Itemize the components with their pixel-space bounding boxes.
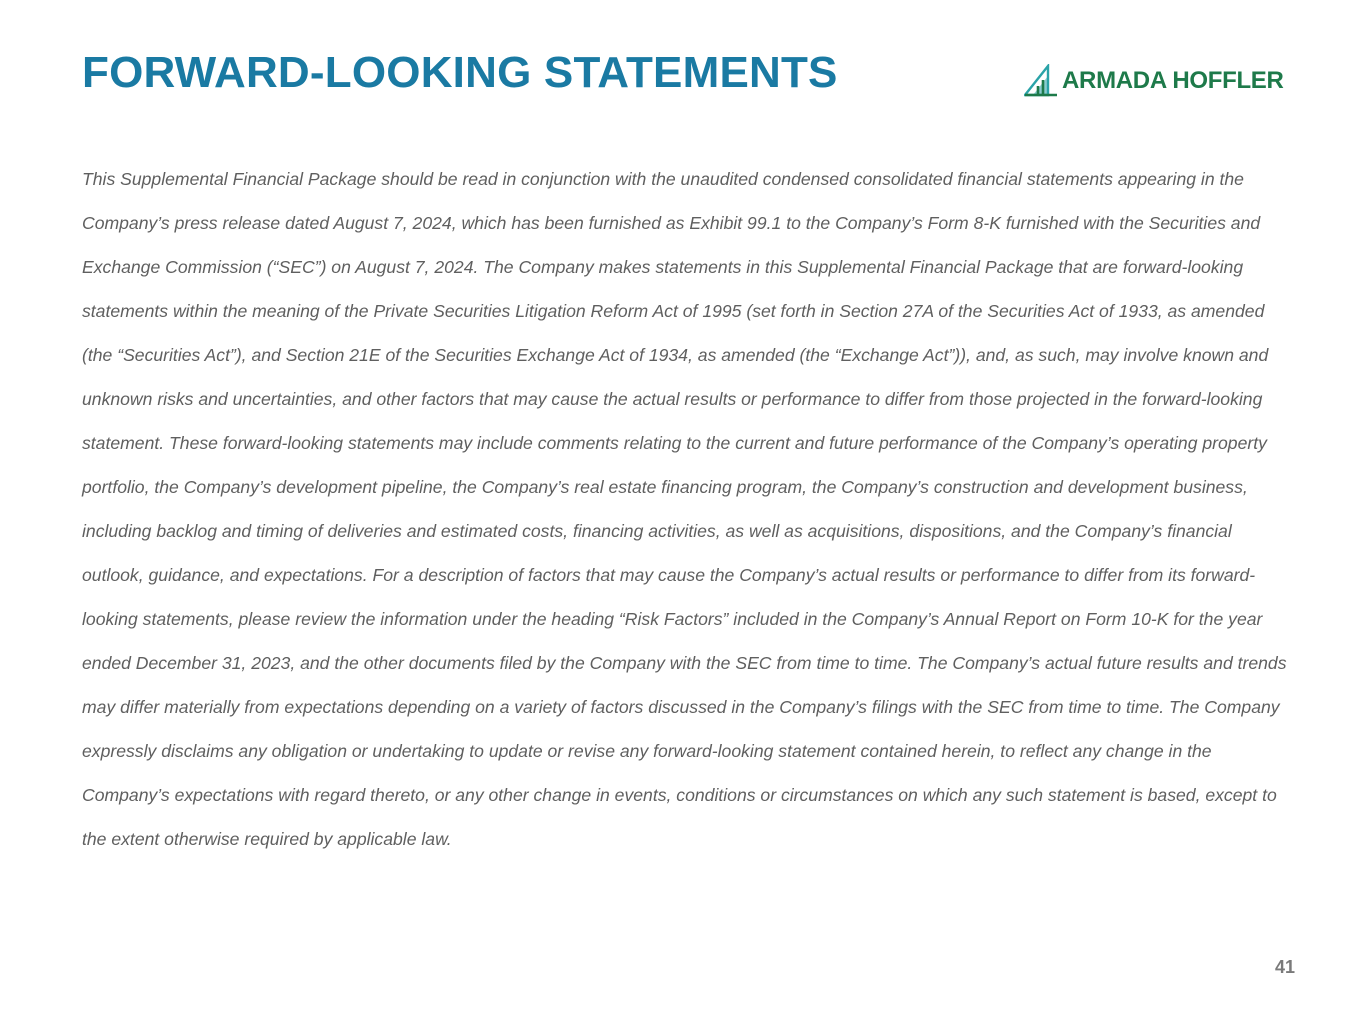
- forward-looking-statement-paragraph: This Supplemental Financial Package should be read in conjunction with the unaudited condensed consolidated financial statements appearing in the Company’s press release dated August 7, 2024, which has been furnished as Exhibit 99.1 to the Company’s Form 8-K furnished with the Securities and Exchange Commission (“SEC”) on August 7, 2024. The Company makes statements in this Supplemental Financial Package that are forward-looking statements within the meaning of the Private Securities Litigation Reform Act of 1995 (set forth in Section 27A of the Securities Act of 1933, as amended (the “Securities Act”), and Section 21E of the Securities Exchange Act of 1934, as amended (the “Exchange Act”)), and, as such, may involve known and unknown risks and uncertainties, and other factors that may cause the actual results or performance to differ from those projected in the forward-looking statement. These forward-looking statements may include comments relating to the current and future performance of the Company’s operating property portfolio, the Company’s development pipeline, the Company’s real estate financing program, the Company’s construction and development business, including backlog and timing of deliveries and estimated costs, financing activities, as well as acquisitions, dispositions, and the Company’s financial outlook, guidance, and expectations. For a description of factors that may cause the Company’s actual results or performance to differ from its forward-looking statements, please review the information under the heading “Risk Factors” included in the Company’s Annual Report on Form 10-K for the year ended December 31, 2023, and the other documents filed by the Company with the SEC from time to time. The Company’s actual future results and trends may differ materially from expectations depending on a variety of factors discussed in the Company’s filings with the SEC from time to time. The Company expressly disclaims any obligation or undertaking to update or revise any forward-looking statement contained herein, to reflect any change in the Company’s expectations with regard thereto, or any other change in events, conditions or circumstances on which any such statement is based, except to the extent otherwise required by applicable law.: [82, 169, 1287, 849]
- logo-wordmark: ARMADA HOFFLER: [1062, 67, 1284, 94]
- company-logo: [1024, 64, 1284, 98]
- armada-hoffler-triangle-logo-icon: [1024, 64, 1058, 98]
- page-number: 41: [1274, 957, 1295, 977]
- page-title: FORWARD-LOOKING STATEMENTS: [82, 48, 838, 97]
